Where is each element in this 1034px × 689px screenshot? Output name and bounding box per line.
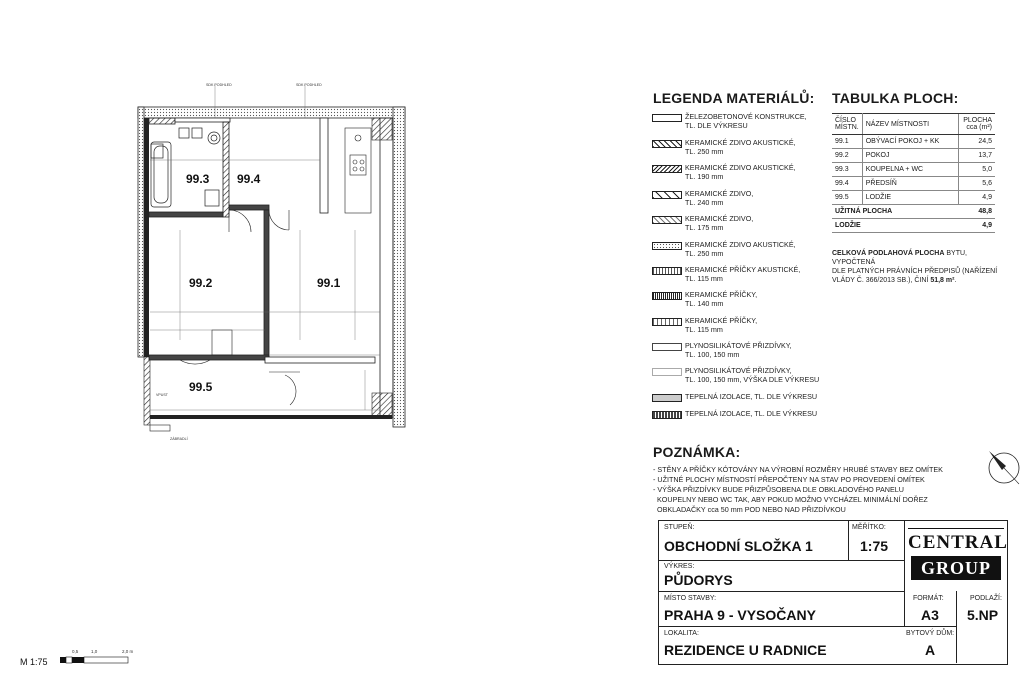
scale-label: M 1:75 xyxy=(20,657,48,667)
note-line: KOUPELNY NEBO WC TAK, ABY POKUD MOŽNO VYCHÁZEL MINIMÁLNÍ DOŘEZ xyxy=(653,495,928,504)
row-no: 99.4 xyxy=(832,177,862,191)
swatch-concrete xyxy=(652,114,682,122)
central-group-logo xyxy=(908,528,1008,586)
legend-item-line2: TL. 240 mm xyxy=(685,198,724,207)
total-note-line2: DLE PLATNÝCH PRÁVNÍCH PŘEDPISŮ (NAŘÍZENÍ xyxy=(832,268,998,275)
legend-item-line2: TL. 175 mm xyxy=(685,223,724,232)
room-99-5: 99.5 xyxy=(189,380,213,394)
total-note-line3: VLÁDY Č. 366/2013 SB.), ČINÍ xyxy=(832,277,931,284)
note-line: - STĚNY A PŘÍČKY KÓTOVÁNY NA VÝROBNÍ ROZMĚRY HRUBÉ STAVBY BEZ OMÍTEK xyxy=(653,465,943,474)
format-value: A3 xyxy=(921,607,939,623)
row-no: 99.2 xyxy=(832,149,862,163)
legend-item-line1: KERAMICKÉ ZDIVO AKUSTICKÉ, xyxy=(685,138,796,147)
row-area: 24,5 xyxy=(959,135,996,149)
legend-item-line1: KERAMICKÉ ZDIVO AKUSTICKÉ, xyxy=(685,240,796,249)
row-name: KOUPELNA + WC xyxy=(862,163,958,177)
logo-line1: CENTRAL xyxy=(908,532,1008,553)
row-no: 99.1 xyxy=(832,135,862,149)
scale-tick-0: 0,5 xyxy=(72,649,79,654)
note-line: - VÝŠKA PŘIZDÍVKY BUDE PŘIZPŮSOBENA DLE OBKLADOVÉHO PANELU xyxy=(653,485,904,494)
dum-value: A xyxy=(925,642,936,658)
row-area: 5,6 xyxy=(959,177,996,191)
total-area-note xyxy=(832,249,1007,285)
table-sum-row xyxy=(832,205,995,219)
swatch-partition-115 xyxy=(652,318,682,326)
total-note-rest: BYTU, VYPOČTENÁ xyxy=(832,250,967,266)
row-name: LODŽIE xyxy=(862,191,958,205)
swatch-insulation-2 xyxy=(652,411,682,419)
swatch-brick-240 xyxy=(652,191,682,199)
scale-tick-1: 1,0 xyxy=(91,649,98,654)
sum-label: UŽITNÁ PLOCHA xyxy=(832,205,959,219)
swatch-insulation-1 xyxy=(652,394,682,402)
sum-value: 4,9 xyxy=(959,219,996,233)
dum-label: BYTOVÝ DŮM: xyxy=(906,630,955,637)
row-name: POKOJ xyxy=(862,149,958,163)
legend-item xyxy=(652,290,827,312)
swatch-acoustic-190 xyxy=(652,165,682,173)
legend-item-line1: TEPELNÁ IZOLACE, TL. DLE VÝKRESU xyxy=(685,409,818,418)
logo-line2: GROUP xyxy=(911,556,1001,580)
legend-item xyxy=(652,316,827,338)
top-note-2: SDK PODHLED xyxy=(296,83,322,87)
kitchen-unit xyxy=(345,128,371,213)
zabradli-label: ZÁBRADLÍ xyxy=(170,437,188,441)
table-row xyxy=(832,191,995,205)
row-area: 4,9 xyxy=(959,191,996,205)
header-number-2: MÍSTN. xyxy=(835,124,859,131)
legend-item xyxy=(652,240,827,262)
podlazi-value: 5.NP xyxy=(967,607,999,623)
areas-table xyxy=(832,113,995,233)
legend-item xyxy=(652,265,827,287)
table-row xyxy=(832,163,995,177)
bathroom-fixtures xyxy=(151,128,220,207)
room-99-3: 99.3 xyxy=(186,172,210,186)
legend-item-line2: TL. 140 mm xyxy=(685,299,724,308)
legend-item-line2: TL. 190 mm xyxy=(685,172,724,181)
legend-item-line1: KERAMICKÉ PŘÍČKY, xyxy=(685,316,758,325)
legend-item xyxy=(652,409,827,431)
meritko-label: MĚŘÍTKO: xyxy=(852,524,886,531)
doors xyxy=(180,210,300,405)
stupen-value: OBCHODNÍ SLOŽKA 1 xyxy=(664,538,813,554)
vpust-label: VPUST xyxy=(156,393,168,397)
header-area-unit: cca (m²) xyxy=(966,124,992,131)
legend-item-line2: TL. 250 mm xyxy=(685,249,724,258)
misto-value: PRAHA 9 - VYSOČANY xyxy=(664,607,816,623)
table-row xyxy=(832,177,995,191)
sum-label: LODŽIE xyxy=(832,219,959,233)
interior-walls xyxy=(149,118,375,363)
legend-item-line1: KERAMICKÉ ZDIVO AKUSTICKÉ, xyxy=(685,163,796,172)
header-number: ČÍSLO xyxy=(835,117,857,124)
legend-item xyxy=(652,163,827,185)
swatch-acoustic-250 xyxy=(652,140,682,148)
legend-item-line2: TL. 250 mm xyxy=(685,147,724,156)
scale-tick-2: 2,0 m xyxy=(122,649,134,654)
legend-item-line2: TL. 115 mm xyxy=(685,325,723,334)
swatch-partition-acoustic-115 xyxy=(652,267,682,275)
header-area: PLOCHA xyxy=(963,117,992,124)
scale-bar xyxy=(60,657,128,663)
table-row xyxy=(832,149,995,163)
total-note-bold: CELKOVÁ PODLAHOVÁ PLOCHA xyxy=(832,250,945,257)
swatch-acoustic-dots xyxy=(652,242,682,250)
legend-title: LEGENDA MATERIÁLŮ: xyxy=(653,90,815,106)
legend-item xyxy=(652,341,827,363)
row-area: 13,7 xyxy=(959,149,996,163)
legend-item-line1: KERAMICKÉ PŘÍČKY AKUSTICKÉ, xyxy=(685,265,801,274)
row-no: 99.5 xyxy=(832,191,862,205)
row-name: PŘEDSÍŇ xyxy=(862,177,958,191)
legend-item-line1: PLYNOSILIKÁTOVÉ PŘIZDÍVKY, xyxy=(685,366,792,375)
top-note-1: SDK PODHLED xyxy=(206,83,232,87)
format-label: FORMÁT: xyxy=(913,595,944,602)
legend-item-line2: TL. 115 mm xyxy=(685,274,723,283)
swatch-partition-140 xyxy=(652,292,682,300)
total-note-dot: . xyxy=(954,277,957,284)
note-title: POZNÁMKA: xyxy=(653,444,741,460)
stupen-label: STUPEŇ: xyxy=(664,524,695,531)
vykres-value: PŮDORYS xyxy=(664,572,733,588)
total-note-value: 51,8 m² xyxy=(930,277,955,284)
legend-item-line1: ŽELEZOBETONOVÉ KONSTRUKCE, xyxy=(685,112,807,121)
legend-item xyxy=(652,214,827,236)
room-99-2: 99.2 xyxy=(189,276,213,290)
row-no: 99.3 xyxy=(832,163,862,177)
swatch-brick-175 xyxy=(652,216,682,224)
areas-title: TABULKA PLOCH: xyxy=(832,90,959,106)
sum-value: 48,8 xyxy=(959,205,996,219)
swatch-aac-height xyxy=(652,368,682,376)
legend-item-line1: KERAMICKÉ PŘÍČKY, xyxy=(685,290,758,299)
room-99-1: 99.1 xyxy=(317,276,341,290)
legend-item xyxy=(652,189,827,211)
swatch-aac xyxy=(652,343,682,351)
meritko-value: 1:75 xyxy=(860,538,889,554)
table-row xyxy=(832,135,995,149)
legend-item-line2: TL. 100, 150 mm, VÝŠKA DLE VÝKRESU xyxy=(685,375,820,384)
podlazi-label: PODLAŽÍ: xyxy=(970,595,1002,602)
legend-item xyxy=(652,112,827,134)
note-line: OBKLADAČKY cca 50 mm POD NEBO NAD PŘIZDÍVKOU xyxy=(653,505,846,514)
legend-item-line2: TL. 100, 150 mm xyxy=(685,350,740,359)
legend-item xyxy=(652,366,827,388)
legend-item-line1: PLYNOSILIKÁTOVÉ PŘIZDÍVKY, xyxy=(685,341,792,350)
room-99-4: 99.4 xyxy=(237,172,261,186)
table-sum-row xyxy=(832,219,995,233)
lokalita-label: LOKALITA: xyxy=(664,630,699,637)
north-arrow-icon xyxy=(984,446,1024,492)
legend-item xyxy=(652,138,827,160)
lokalita-value: REZIDENCE U RADNICE xyxy=(664,642,827,658)
header-name: NÁZEV MÍSTNOSTI xyxy=(862,114,958,135)
note-line: - UŽITNÉ PLOCHY MÍSTNOSTÍ PŘEPOČTENY NA STAV PO PROVEDENÍ OMÍTEK xyxy=(653,475,925,484)
legend-item-line1: TEPELNÁ IZOLACE, TL. DLE VÝKRESU xyxy=(685,392,818,401)
misto-label: MÍSTO STAVBY: xyxy=(664,595,717,602)
table-header xyxy=(832,114,995,135)
legend-item-line1: KERAMICKÉ ZDIVO, xyxy=(685,214,754,223)
row-area: 5,0 xyxy=(959,163,996,177)
legend-item-line2: TL. DLE VÝKRESU xyxy=(685,121,748,130)
row-name: OBÝVACÍ POKOJ + KK xyxy=(862,135,958,149)
vykres-label: VÝKRES: xyxy=(664,563,695,570)
legend-item-line1: KERAMICKÉ ZDIVO, xyxy=(685,189,754,198)
